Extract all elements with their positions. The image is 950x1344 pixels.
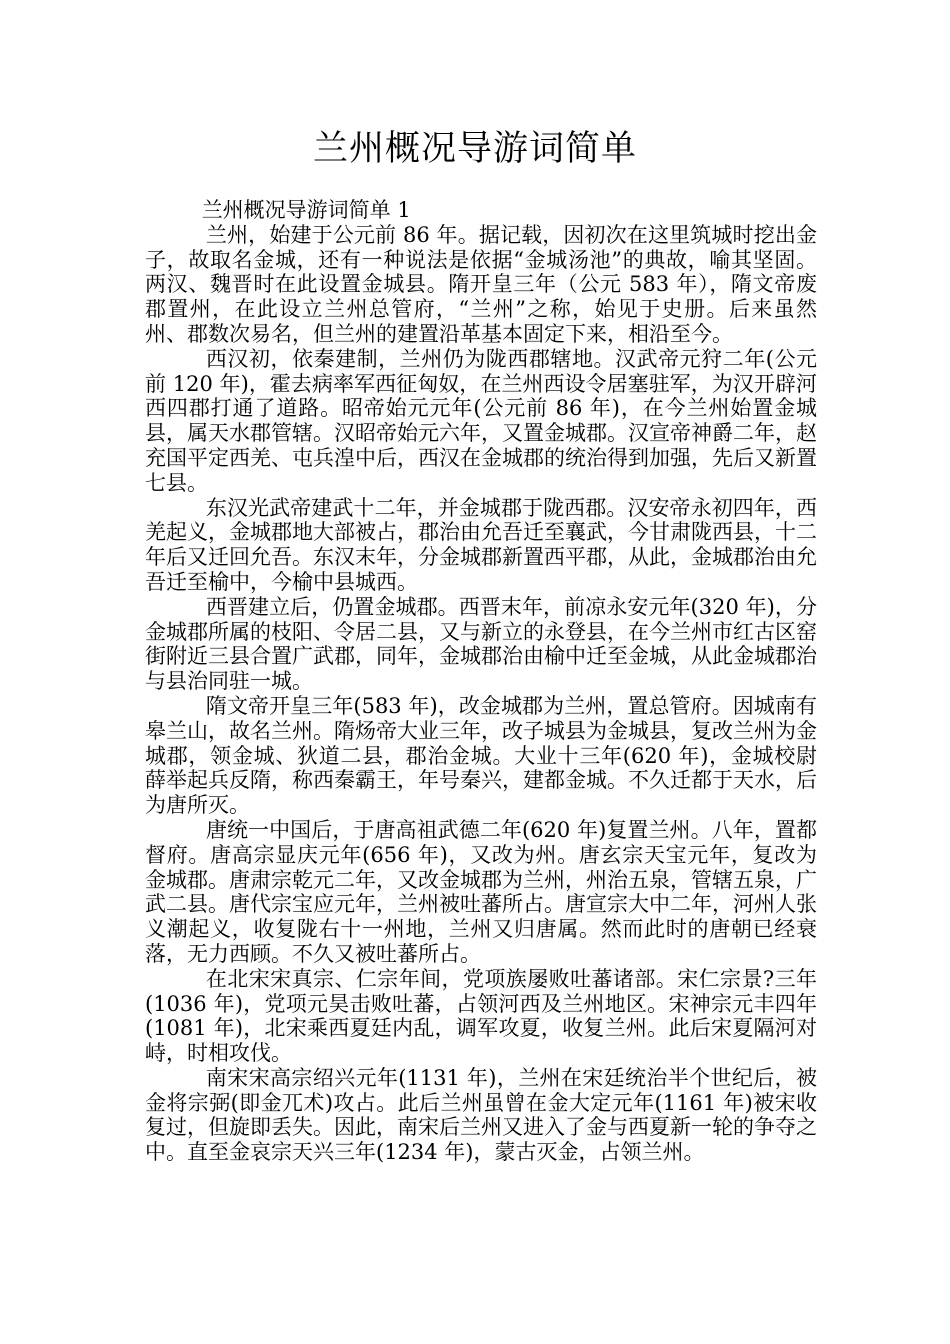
paragraph-1: 兰州，始建于公元前 86 年。据记载，因初次在这里筑城时挖出金子，故取名金城，还有一种说法是依据“金城汤池”的典故，喻其坚固。两汉、魏晋时在此设置金城县。隋开皇三年（公元 583 年），隋文帝废郡置州，在此设立兰州总管府，“兰州”之称，始见于史册。后来虽然州、郡数次易名，但兰州的建置沿革基本固定下来，相沿至今。 xyxy=(145,222,817,346)
section-heading: 兰州概况导游词简单 1 xyxy=(201,198,411,222)
paragraph-4: 西晋建立后，仍置金城郡。西晋末年，前凉永安元年(320 年)，分金城郡所属的枝阳、令居二县，又与新立的永登县，在今兰州市红古区窑街附近三县合置广武郡，同年，金城郡治由榆中迁至金城，从此金城郡治与县治同驻一城。 xyxy=(145,594,817,694)
paragraph-3: 东汉光武帝建武十二年，并金城郡于陇西郡。汉安帝永初四年，西羌起义，金城郡地大部被占，郡治由允吾迁至襄武，今甘肃陇西县，十二年后又迁回允吾。东汉末年，分金城郡新置西平郡，从此，金城郡治由允吾迁至榆中，今榆中县城西。 xyxy=(145,495,817,594)
paragraph-6: 唐统一中国后，于唐高祖武德二年(620 年)复置兰州。八年，置都督府。唐高宗显庆元年(656 年)，又改为州。唐玄宗天宝元年，复改为金城郡。唐肃宗乾元二年，又改金城郡为兰州，州治五泉，管辖五泉，广武二县。唐代宗宝应元年，兰州被吐蕃所占。唐宣宗大中二年，河州人张义潮起义，收复陇右十一州地，兰州又归唐属。然而此时的唐朝已经衰落，无力西顾。不久又被吐蕃所占。 xyxy=(145,817,817,966)
paragraph-7: 在北宋宋真宗、仁宗年间，党项族屡败吐蕃诸部。宋仁宗景?三年(1036 年)，党项元昊击败吐蕃，占领河西及兰州地区。宋神宗元丰四年(1081 年)，北宋乘西夏廷内乱，调军攻夏，收复兰州。此后宋夏隔河对峙，时相攻伐。 xyxy=(145,966,817,1066)
document-body xyxy=(145,198,817,1165)
paragraph-2: 西汉初，依秦建制，兰州仍为陇西郡辖地。汉武帝元狩二年(公元前 120 年)，霍去病率军西征匈奴，在兰州西设令居塞驻军，为汉开辟河西四郡打通了道路。昭帝始元元年(公元前 86 年)，在今兰州始置金城县，属天水郡管辖。汉昭帝始元六年，又置金城郡。汉宣帝神爵二年，赵充国平定西羌、屯兵湟中后，西汉在金城郡的统治得到加强，先后又新置七县。 xyxy=(145,346,817,495)
paragraph-5: 隋文帝开皇三年(583 年)，改金城郡为兰州，置总管府。因城南有皋兰山，故名兰州。隋炀帝大业三年，改子城县为金城县，复改兰州为金城郡，领金城、狄道二县，郡治金城。大业十三年(620 年)，金城校尉薛举起兵反隋，称西秦霸王，年号秦兴，建都金城。不久迁都于天水，后为唐所灭。 xyxy=(145,693,817,818)
paragraph-8: 南宋宋高宗绍兴元年(1131 年)，兰州在宋廷统治半个世纪后，被金将宗弼(即金兀术)攻占。此后兰州虽曾在金大定元年(1161 年)被宋收复过，但旋即丢失。因此，南宋后兰州又进入了金与西夏新一轮的争夺之中。直至金哀宗天兴三年(1234 年)，蒙古灭金，占领兰州。 xyxy=(145,1065,817,1165)
document-title: 兰州概况导游词简单 xyxy=(312,129,637,169)
